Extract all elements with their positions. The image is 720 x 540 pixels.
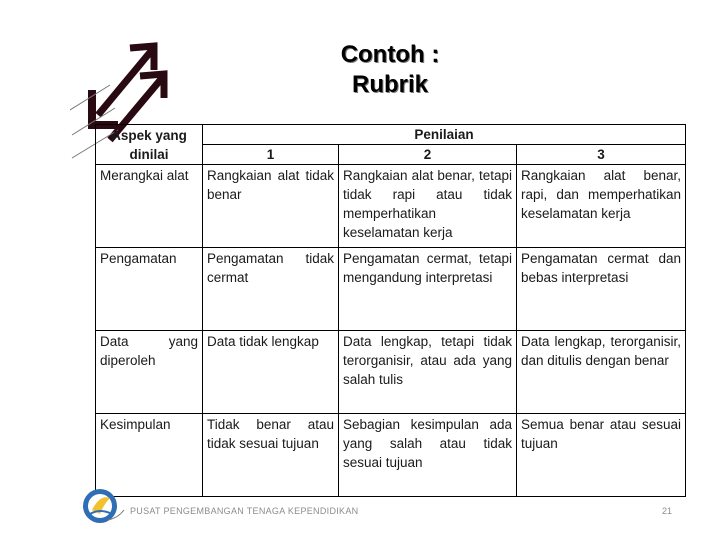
score-header: 3 bbox=[517, 145, 686, 165]
assessment-header: Penilaian bbox=[203, 125, 686, 145]
score-header: 1 bbox=[203, 145, 339, 165]
aspect-cell: Data yang diperoleh bbox=[96, 331, 203, 414]
criteria-cell: Pengamatan cermat, tetapi mengandung interpretasi bbox=[339, 248, 517, 331]
title-line-2: Rubrik bbox=[351, 71, 428, 98]
criteria-cell: Rangkaian alat benar, rapi, dan memperhatikan keselamatan kerja bbox=[517, 165, 686, 248]
criteria-cell: Tidak benar atau tidak sesuai tujuan bbox=[203, 414, 339, 497]
criteria-cell: Pengamatan cermat dan bebas interpretasi bbox=[517, 248, 686, 331]
table-row bbox=[96, 165, 686, 248]
aspect-cell: Pengamatan bbox=[96, 248, 203, 331]
criteria-cell: Data tidak lengkap bbox=[203, 331, 339, 414]
criteria-cell: Sebagian kesimpulan ada yang salah atau tidak sesuai tujuan bbox=[339, 414, 517, 497]
ministry-logo-icon bbox=[78, 484, 126, 526]
page-number: 21 bbox=[662, 506, 673, 516]
footer-organization: PUSAT PENGEMBANGAN TENAGA KEPENDIDIKAN bbox=[130, 506, 359, 516]
page-title bbox=[300, 40, 480, 100]
aspect-cell: Kesimpulan bbox=[96, 414, 203, 497]
criteria-cell: Rangkaian alat tidak benar bbox=[203, 165, 339, 248]
criteria-cell: Rangkaian alat benar, tetapi tidak rapi atau tidak memperhatikan keselamatan kerja bbox=[339, 165, 517, 248]
table-row bbox=[96, 331, 686, 414]
score-header: 2 bbox=[339, 145, 517, 165]
aspect-cell: Merangkai alat bbox=[96, 165, 203, 248]
header-row bbox=[96, 125, 686, 145]
criteria-cell: Pengamatan tidak cermat bbox=[203, 248, 339, 331]
criteria-cell: Semua benar atau sesuai tujuan bbox=[517, 414, 686, 497]
criteria-cell: Data lengkap, terorganisir, dan ditulis dengan benar bbox=[517, 331, 686, 414]
criteria-cell: Data lengkap, tetapi tidak terorganisir, atau ada yang salah tulis bbox=[339, 331, 517, 414]
table-row bbox=[96, 248, 686, 331]
aspect-header: Aspek yang dinilai bbox=[96, 125, 203, 165]
rubric-table bbox=[95, 124, 686, 497]
title-line-1: Contoh : bbox=[340, 41, 440, 68]
table-row bbox=[96, 414, 686, 497]
